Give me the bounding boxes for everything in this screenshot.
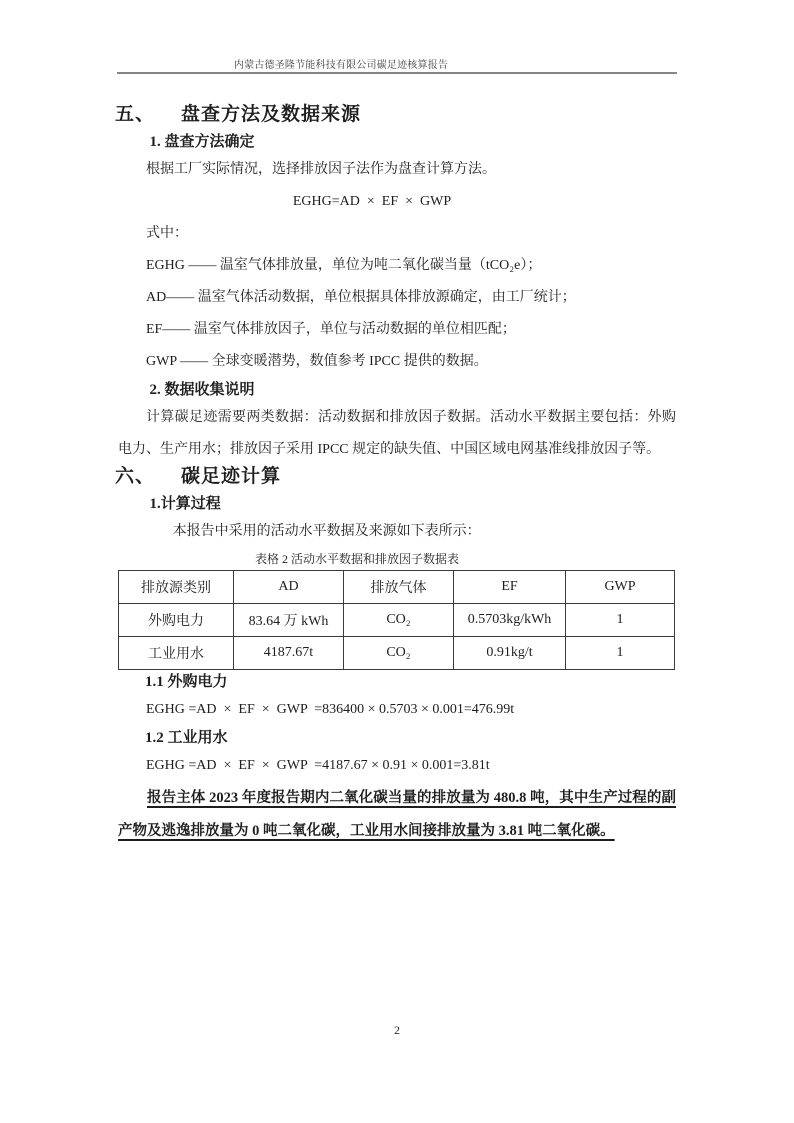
cell-ad: 83.64 万 kWh	[234, 604, 344, 637]
cell-ef: 0.91kg/t	[454, 637, 566, 670]
col-header-source: 排放源类别	[119, 571, 234, 604]
col-header-ef: EF	[454, 571, 566, 604]
header-divider	[117, 72, 677, 74]
subheading-data-collection: 2. 数据收集说明	[149, 382, 255, 398]
cell-gas: CO₂	[344, 604, 454, 637]
activity-data-table	[118, 570, 675, 670]
definition-ef: EF—— 温室气体排放因子，单位与活动数据的单位相匹配；	[146, 322, 516, 337]
document-header-title: 内蒙古德圣隆节能科技有限公司碳足迹核算报告	[233, 60, 449, 71]
section-number: 六、	[115, 466, 156, 487]
col-header-gas: 排放气体	[344, 571, 454, 604]
cell-ef: 0.5703kg/kWh	[454, 604, 566, 637]
section-title: 碳足迹计算	[181, 466, 282, 487]
section-calc-heading	[115, 462, 676, 492]
cell-gas: CO₂	[344, 637, 454, 670]
table-row-electricity	[119, 604, 675, 637]
conclusion-paragraph: 报告主体 2023 年度报告期内二氧化碳当量的排放量为 480.8 吨，其中生产过程的副产物及逃逸排放量为 0 吨二氧化碳，工业用水间接排放量为 3.81 吨二氧化碳。	[118, 790, 676, 839]
section-number: 五、	[115, 104, 156, 125]
definition-eghg: EGHG —— 温室气体排放量，单位为吨二氧化碳当量（tCO₂e）；	[146, 258, 542, 273]
definition-ad: AD—— 温室气体活动数据，单位根据具体排放源确定，由工厂统计；	[146, 290, 576, 305]
where-label: 式中：	[146, 226, 188, 241]
definition-gwp: GWP —— 全球变暖潜势，数值参考 IPCC 提供的数据。	[146, 354, 488, 369]
subheading-electricity: 1.1 外购电力	[145, 674, 228, 690]
formula-electricity: EGHG =AD × EF × GWP =836400 × 0.5703 × 0.001=476.99t	[146, 702, 515, 717]
formula-water: EGHG =AD × EF × GWP =4187.67 × 0.91 × 0.001=3.81t	[146, 758, 490, 773]
subheading-calc-process: 1.计算过程	[149, 496, 221, 512]
cell-gwp: 1	[566, 604, 675, 637]
table-caption: 表格 2 活动水平数据和排放因子数据表	[254, 552, 459, 566]
para-method-intro: 根据工厂实际情况，选择排放因子法作为盘查计算方法。	[146, 162, 496, 177]
col-header-gwp: GWP	[566, 571, 675, 604]
page-content	[115, 95, 676, 847]
cell-source: 工业用水	[119, 637, 234, 670]
table-row-water	[119, 637, 675, 670]
subheading-method: 1. 盘查方法确定	[149, 134, 255, 150]
col-header-ad: AD	[234, 571, 344, 604]
para-data-collection: 计算碳足迹需要两类数据：活动数据和排放因子数据。活动水平数据主要包括：外购电力、生产用水；排放因子采用 IPCC 规定的缺失值、中国区域电网基准线排放因子等。	[118, 410, 676, 457]
para-table-intro: 本报告中采用的活动水平数据及来源如下表所示：	[172, 524, 481, 539]
section-survey-heading	[115, 100, 676, 130]
subheading-water: 1.2 工业用水	[145, 730, 228, 746]
cell-source: 外购电力	[119, 604, 234, 637]
formula-eghg: EGHG=AD × EF × GWP	[292, 194, 452, 209]
section-title: 盘查方法及数据来源	[181, 104, 362, 125]
cell-ad: 4187.67t	[234, 637, 344, 670]
cell-gwp: 1	[566, 637, 675, 670]
table-header-row	[119, 571, 675, 604]
page-number: 2	[394, 1023, 400, 1037]
